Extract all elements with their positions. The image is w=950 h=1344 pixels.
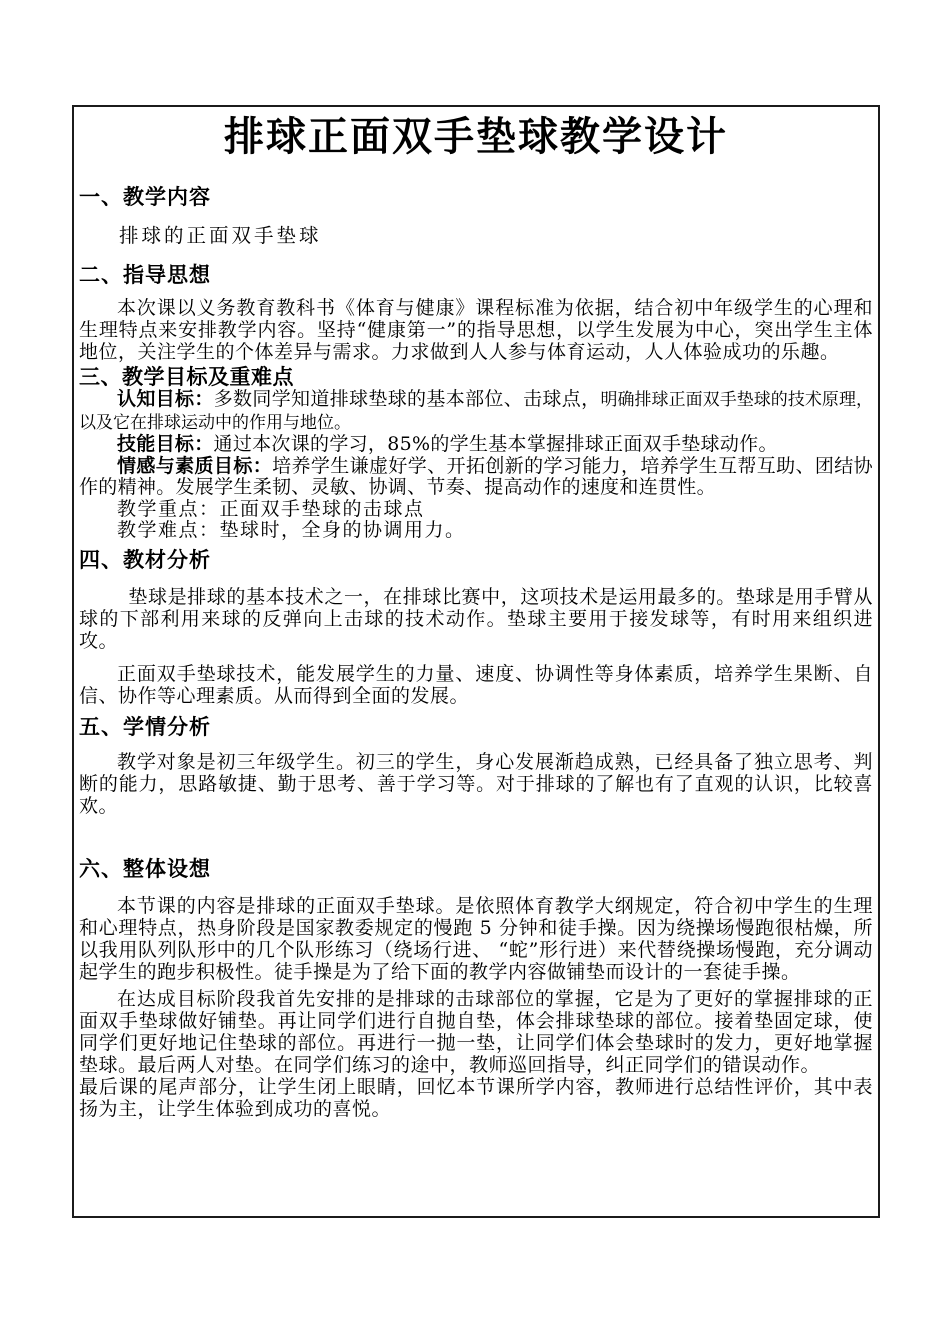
goal-emotion bbox=[79, 456, 873, 499]
goal-cognitive bbox=[79, 389, 873, 434]
section-4-paragraph-1: 垫球是排球的基本技术之一，在排球比赛中，这项技术是运用最多的。垫球是用手臂从球的下部利用来球的反弹向上击球的技术动作。垫球主要用于接发球等，有时用来组织进攻。 bbox=[79, 585, 873, 652]
section-1-body: 排球的正面双手垫球 bbox=[119, 224, 322, 247]
section-6-heading: 六、整体设想 bbox=[79, 856, 211, 881]
goal-skill-text: 通过本次课的学习，85%的学生基本掌握排球正面双手垫球动作。 bbox=[213, 433, 778, 455]
teaching-key-point: 教学重点：正面双手垫球的击球点 bbox=[117, 497, 425, 520]
document-frame bbox=[72, 105, 880, 1218]
goal-emotion-label: 情感与素质目标： bbox=[117, 454, 273, 477]
section-1-heading: 一、教学内容 bbox=[79, 185, 211, 209]
section-4-heading: 四、教材分析 bbox=[79, 547, 211, 572]
section-6-paragraph-1: 本节课的内容是排球的正面双手垫球。是依照体育教学大纲规定，符合初中学生的生理和心理特点，热身阶段是国家教委规定的慢跑 5 分钟和徒手操。因为绕操场慢跑很枯燥，所以我用队列队形中的几个队形练习（绕场行进、 “蛇”形行进）来代替绕操场慢跑，充分调动起学生的跑步积极性。徒手操是为了给下面的教学内容做铺垫而设计的一套徒手操。 bbox=[79, 894, 873, 983]
section-2-paragraph: 本次课以义务教育教科书《体育与健康》课程标准为依据，结合初中年级学生的心理和生理特点来安排教学内容。坚持“健康第一”的指导思想，以学生发展为中心，突出学生主体地位，关注学生的个体差异与需求。力求做到人人参与体育运动，人人体验成功的乐趣。 bbox=[79, 297, 873, 363]
teaching-difficult-point: 教学难点：垫球时，全身的协调用力。 bbox=[117, 519, 466, 541]
goal-cognitive-label: 认知目标： bbox=[117, 388, 214, 410]
section-2-heading: 二、指导思想 bbox=[79, 263, 211, 287]
goal-cognitive-note: 明确排球正面双手垫球的技术原理，以及它在排球运动中的作用与地位。 bbox=[79, 390, 873, 433]
section-5-heading: 五、学情分析 bbox=[79, 714, 211, 739]
goal-emotion-text: 培养学生谦虚好学、开拓创新的学习能力，培养学生互帮互助、团结协作的精神。发展学生柔韧、灵敏、协调、节奏、提高动作的速度和连贯性。 bbox=[79, 454, 873, 498]
section-6-paragraph-3: 最后课的尾声部分，让学生闭上眼睛，回忆本节课所学内容，教师进行总结性评价，其中表扬为主，让学生体验到成功的喜悦。 bbox=[79, 1075, 873, 1120]
document-title: 排球正面双手垫球教学设计 bbox=[224, 114, 728, 160]
goal-skill bbox=[79, 434, 873, 456]
section-4-paragraph-2: 正面双手垫球技术，能发展学生的力量、速度、协调性等身体素质，培养学生果断、自信、协作等心理素质。从而得到全面的发展。 bbox=[79, 662, 873, 707]
goal-skill-label: 技能目标： bbox=[117, 433, 214, 455]
goal-cognitive-text: 多数同学知道排球垫球的基本部位、击球点， bbox=[213, 388, 601, 410]
section-5-paragraph: 教学对象是初三年级学生。初三的学生，身心发展渐趋成熟，已经具备了独立思考、判断的能力，思路敏捷、勤于思考、善于学习等。对于排球的了解也有了直观的认识，比较喜欢。 bbox=[79, 750, 873, 817]
section-3-heading: 三、教学目标及重难点 bbox=[79, 365, 294, 389]
section-6-paragraph-2: 在达成目标阶段我首先安排的是排球的击球部位的掌握，它是为了更好的掌握排球的正面双手垫球做好铺垫。再让同学们进行自抛自垫，体会排球垫球的部位。接着垫固定球，使同学们更好地记住垫球的部位。再进行一抛一垫，让同学们体会垫球时的发力，更好地掌握垫球。最后两人对垫。在同学们练习的途中，教师巡回指导，纠正同学们的错误动作。 bbox=[79, 987, 873, 1076]
